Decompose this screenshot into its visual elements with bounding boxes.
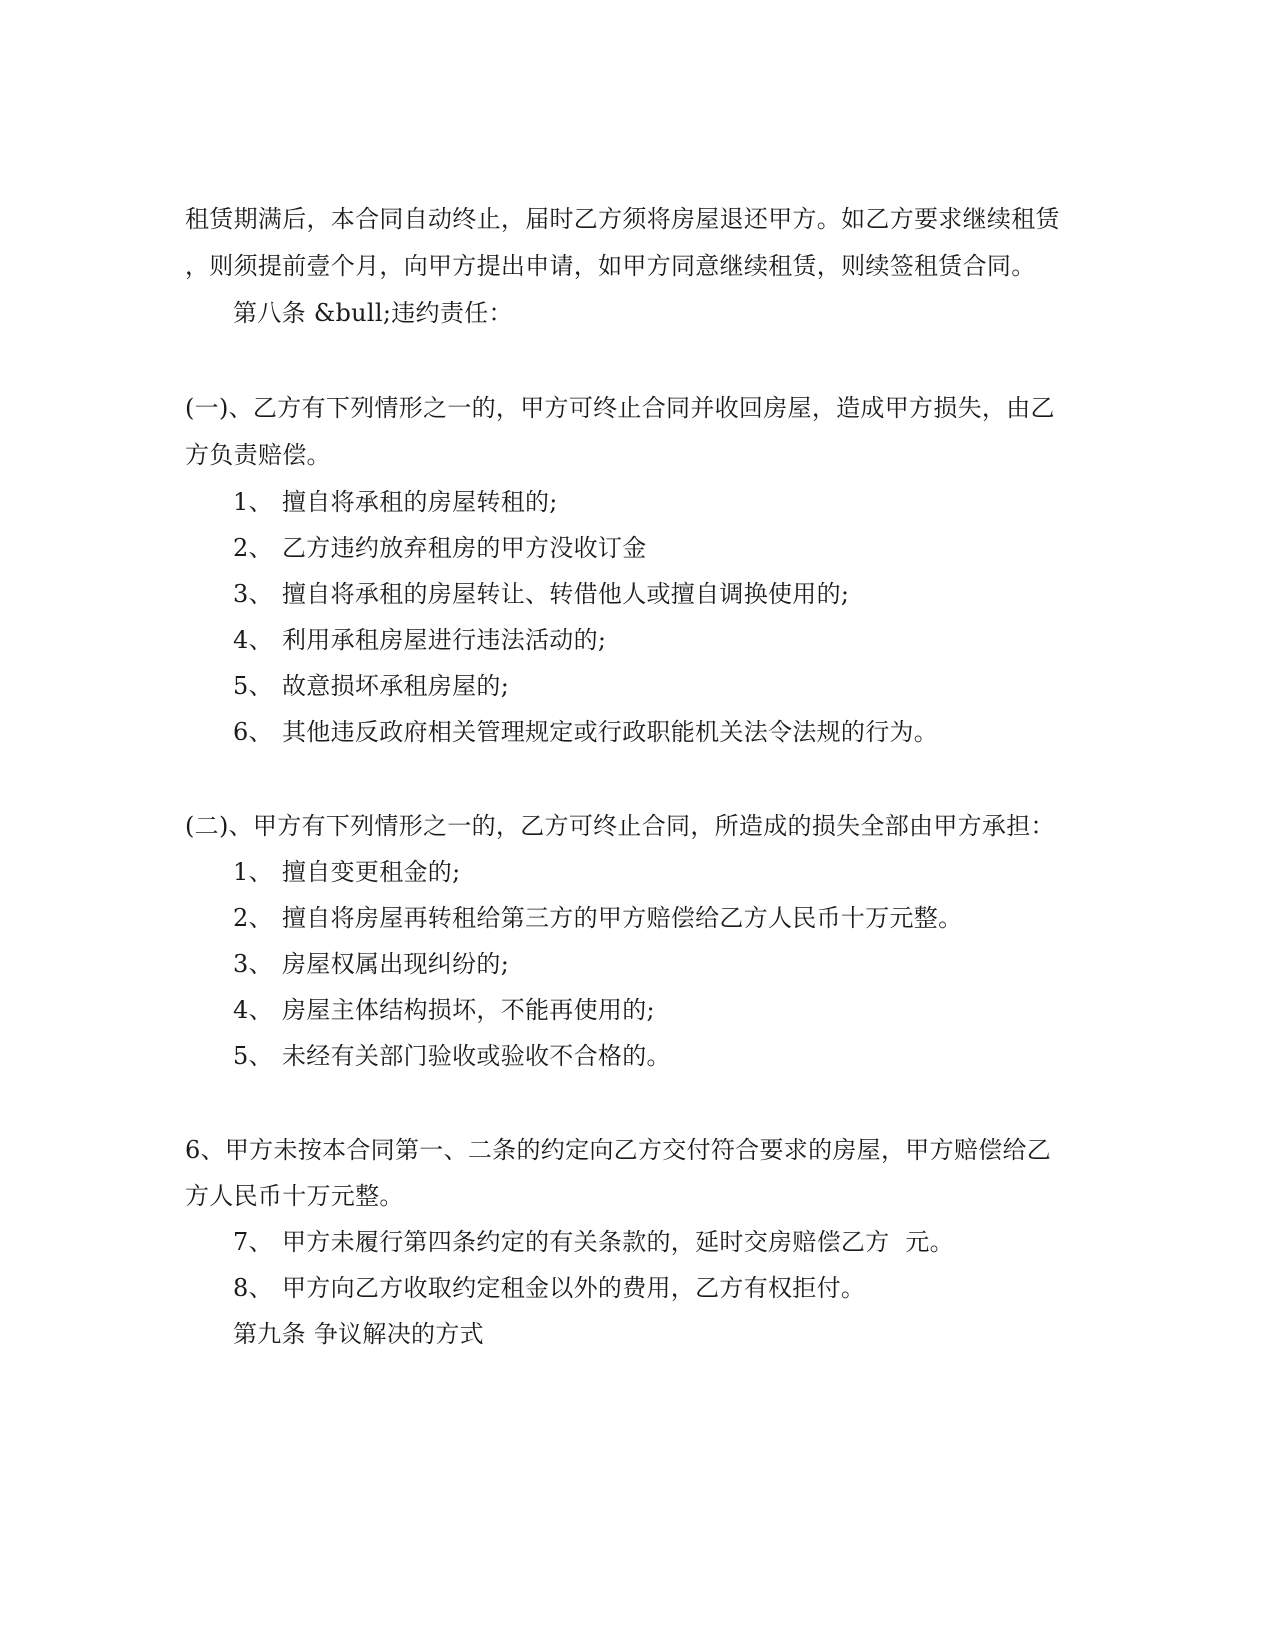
list-item — [233, 533, 647, 563]
article-8-heading: 第八条 &bull;违约责任： — [233, 299, 513, 327]
list-item-number: 2、 — [233, 534, 273, 562]
list-item-text: 其他违反政府相关管理规定或行政职能机关法令法规的行为。 — [282, 718, 939, 746]
list-item-number: 3、 — [233, 950, 273, 978]
list-item-number: 4、 — [233, 626, 273, 654]
list-item-number: 7、 — [233, 1228, 273, 1256]
list-item-text: 乙方违约放弃租房的甲方没收订金 — [282, 534, 647, 562]
list-item-number: 1、 — [233, 488, 273, 516]
list-item-text: 未经有关部门验收或验收不合格的。 — [282, 1042, 671, 1070]
list-item — [233, 949, 509, 979]
list-item-number: 5、 — [233, 1042, 273, 1070]
list-item-number: 4、 — [233, 996, 273, 1024]
list-item — [233, 1041, 671, 1071]
list-item-number: 2、 — [233, 904, 273, 932]
list-item-text: 甲方向乙方收取约定租金以外的费用，乙方有权拒付。 — [282, 1274, 866, 1302]
list-item — [233, 903, 962, 933]
list-item-number: 6、 — [233, 718, 273, 746]
list-item-text: 擅自将承租的房屋转让、转借他人或擅自调换使用的; — [282, 580, 850, 608]
section-2-intro: (二)、甲方有下列情形之一的，乙方可终止合同，所造成的损失全部由甲方承担： — [185, 812, 1055, 840]
article-9-heading: 第九条 争议解决的方式 — [233, 1320, 484, 1348]
list-item — [233, 625, 606, 655]
list-item — [233, 671, 509, 701]
intro-paragraph-line-2: ，则须提前壹个月，向甲方提出申请，如甲方同意继续租赁，则续签租赁合同。 — [185, 252, 1036, 280]
list-item — [233, 995, 655, 1025]
list-item — [233, 717, 938, 747]
list-item — [233, 857, 461, 887]
item-6-line-2: 方人民币十万元整。 — [185, 1182, 404, 1210]
section-1-intro-line-1: (一)、乙方有下列情形之一的，甲方可终止合同并收回房屋，造成甲方损失，由乙 — [185, 394, 1055, 422]
list-item-text: 擅自变更租金的; — [282, 858, 461, 886]
section-1-intro-line-2: 方负责赔偿。 — [185, 441, 331, 469]
item-6-line-1: 6、甲方未按本合同第一、二条的约定向乙方交付符合要求的房屋，甲方赔偿给乙 — [185, 1136, 1052, 1164]
list-item-text: 房屋主体结构损坏，不能再使用的; — [282, 996, 655, 1024]
list-item — [233, 1227, 954, 1257]
list-item — [233, 1273, 865, 1303]
list-item-text: 房屋权属出现纠纷的; — [282, 950, 510, 978]
list-item-number: 3、 — [233, 580, 273, 608]
list-item-text: 擅自将承租的房屋转租的; — [282, 488, 558, 516]
list-item-number: 1、 — [233, 858, 273, 886]
list-item-text: 故意损坏承租房屋的; — [282, 672, 510, 700]
intro-paragraph-line-1: 租赁期满后，本合同自动终止，届时乙方须将房屋退还甲方。如乙方要求继续租赁 — [185, 205, 1060, 233]
list-item-text: 利用承租房屋进行违法活动的; — [282, 626, 607, 654]
list-item — [233, 579, 849, 609]
list-item-number: 5、 — [233, 672, 273, 700]
list-item-text: 甲方未履行第四条约定的有关条款的，延时交房赔偿乙方 元。 — [282, 1228, 954, 1256]
list-item-number: 8、 — [233, 1274, 273, 1302]
list-item-text: 擅自将房屋再转租给第三方的甲方赔偿给乙方人民币十万元整。 — [282, 904, 963, 932]
list-item — [233, 487, 558, 517]
